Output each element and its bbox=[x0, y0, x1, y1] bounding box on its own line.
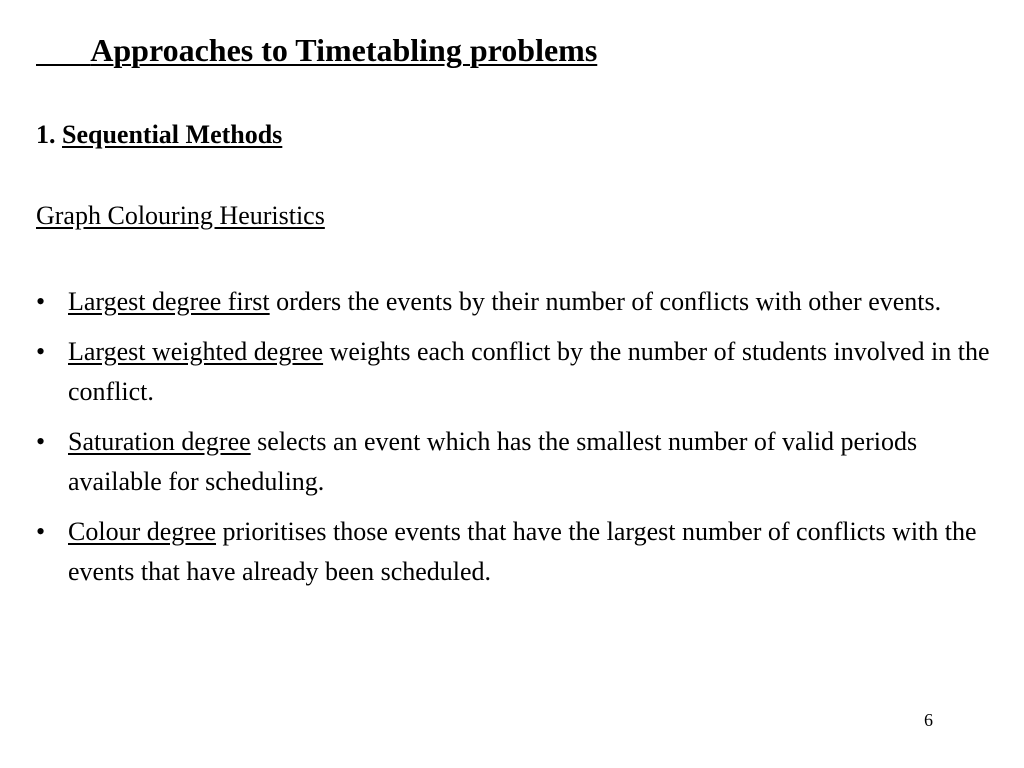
bullet-item bbox=[36, 332, 1002, 412]
title-text: Approaches to Timetabling problems bbox=[90, 32, 598, 68]
section-number: 1. bbox=[36, 120, 56, 149]
bullet-text: weights each conflict by the number of students involved in the conflict. bbox=[68, 337, 990, 406]
bullet-term: Colour degree bbox=[68, 517, 217, 546]
bullet-icon: • bbox=[36, 427, 46, 456]
bullet-text: orders the events by their number of conflicts with other events. bbox=[269, 287, 942, 316]
bullet-text: prioritises those events that have the largest number of conflicts with the events that have already been scheduled. bbox=[68, 517, 977, 586]
bullet-term: Largest weighted degree bbox=[68, 337, 324, 366]
slide-title bbox=[36, 30, 597, 70]
bullet-text: selects an event which has the smallest number of valid periods available for scheduling. bbox=[68, 427, 918, 496]
bullet-item bbox=[36, 422, 1002, 502]
bullet-term: Saturation degree bbox=[68, 427, 251, 456]
section-title: Sequential Methods bbox=[62, 120, 283, 149]
bullet-term: Largest degree first bbox=[68, 287, 270, 316]
bullet-icon: • bbox=[36, 337, 46, 366]
bullet-icon: • bbox=[36, 287, 46, 316]
bullet-list bbox=[36, 282, 1002, 602]
bullet-icon: • bbox=[36, 517, 46, 546]
section-heading bbox=[36, 118, 282, 152]
page-number: 6 bbox=[924, 710, 933, 730]
bullet-item bbox=[36, 282, 1002, 322]
subheading: Graph Colouring Heuristics bbox=[36, 201, 325, 230]
title-leading-underline bbox=[36, 32, 90, 68]
bullet-item bbox=[36, 512, 1002, 592]
